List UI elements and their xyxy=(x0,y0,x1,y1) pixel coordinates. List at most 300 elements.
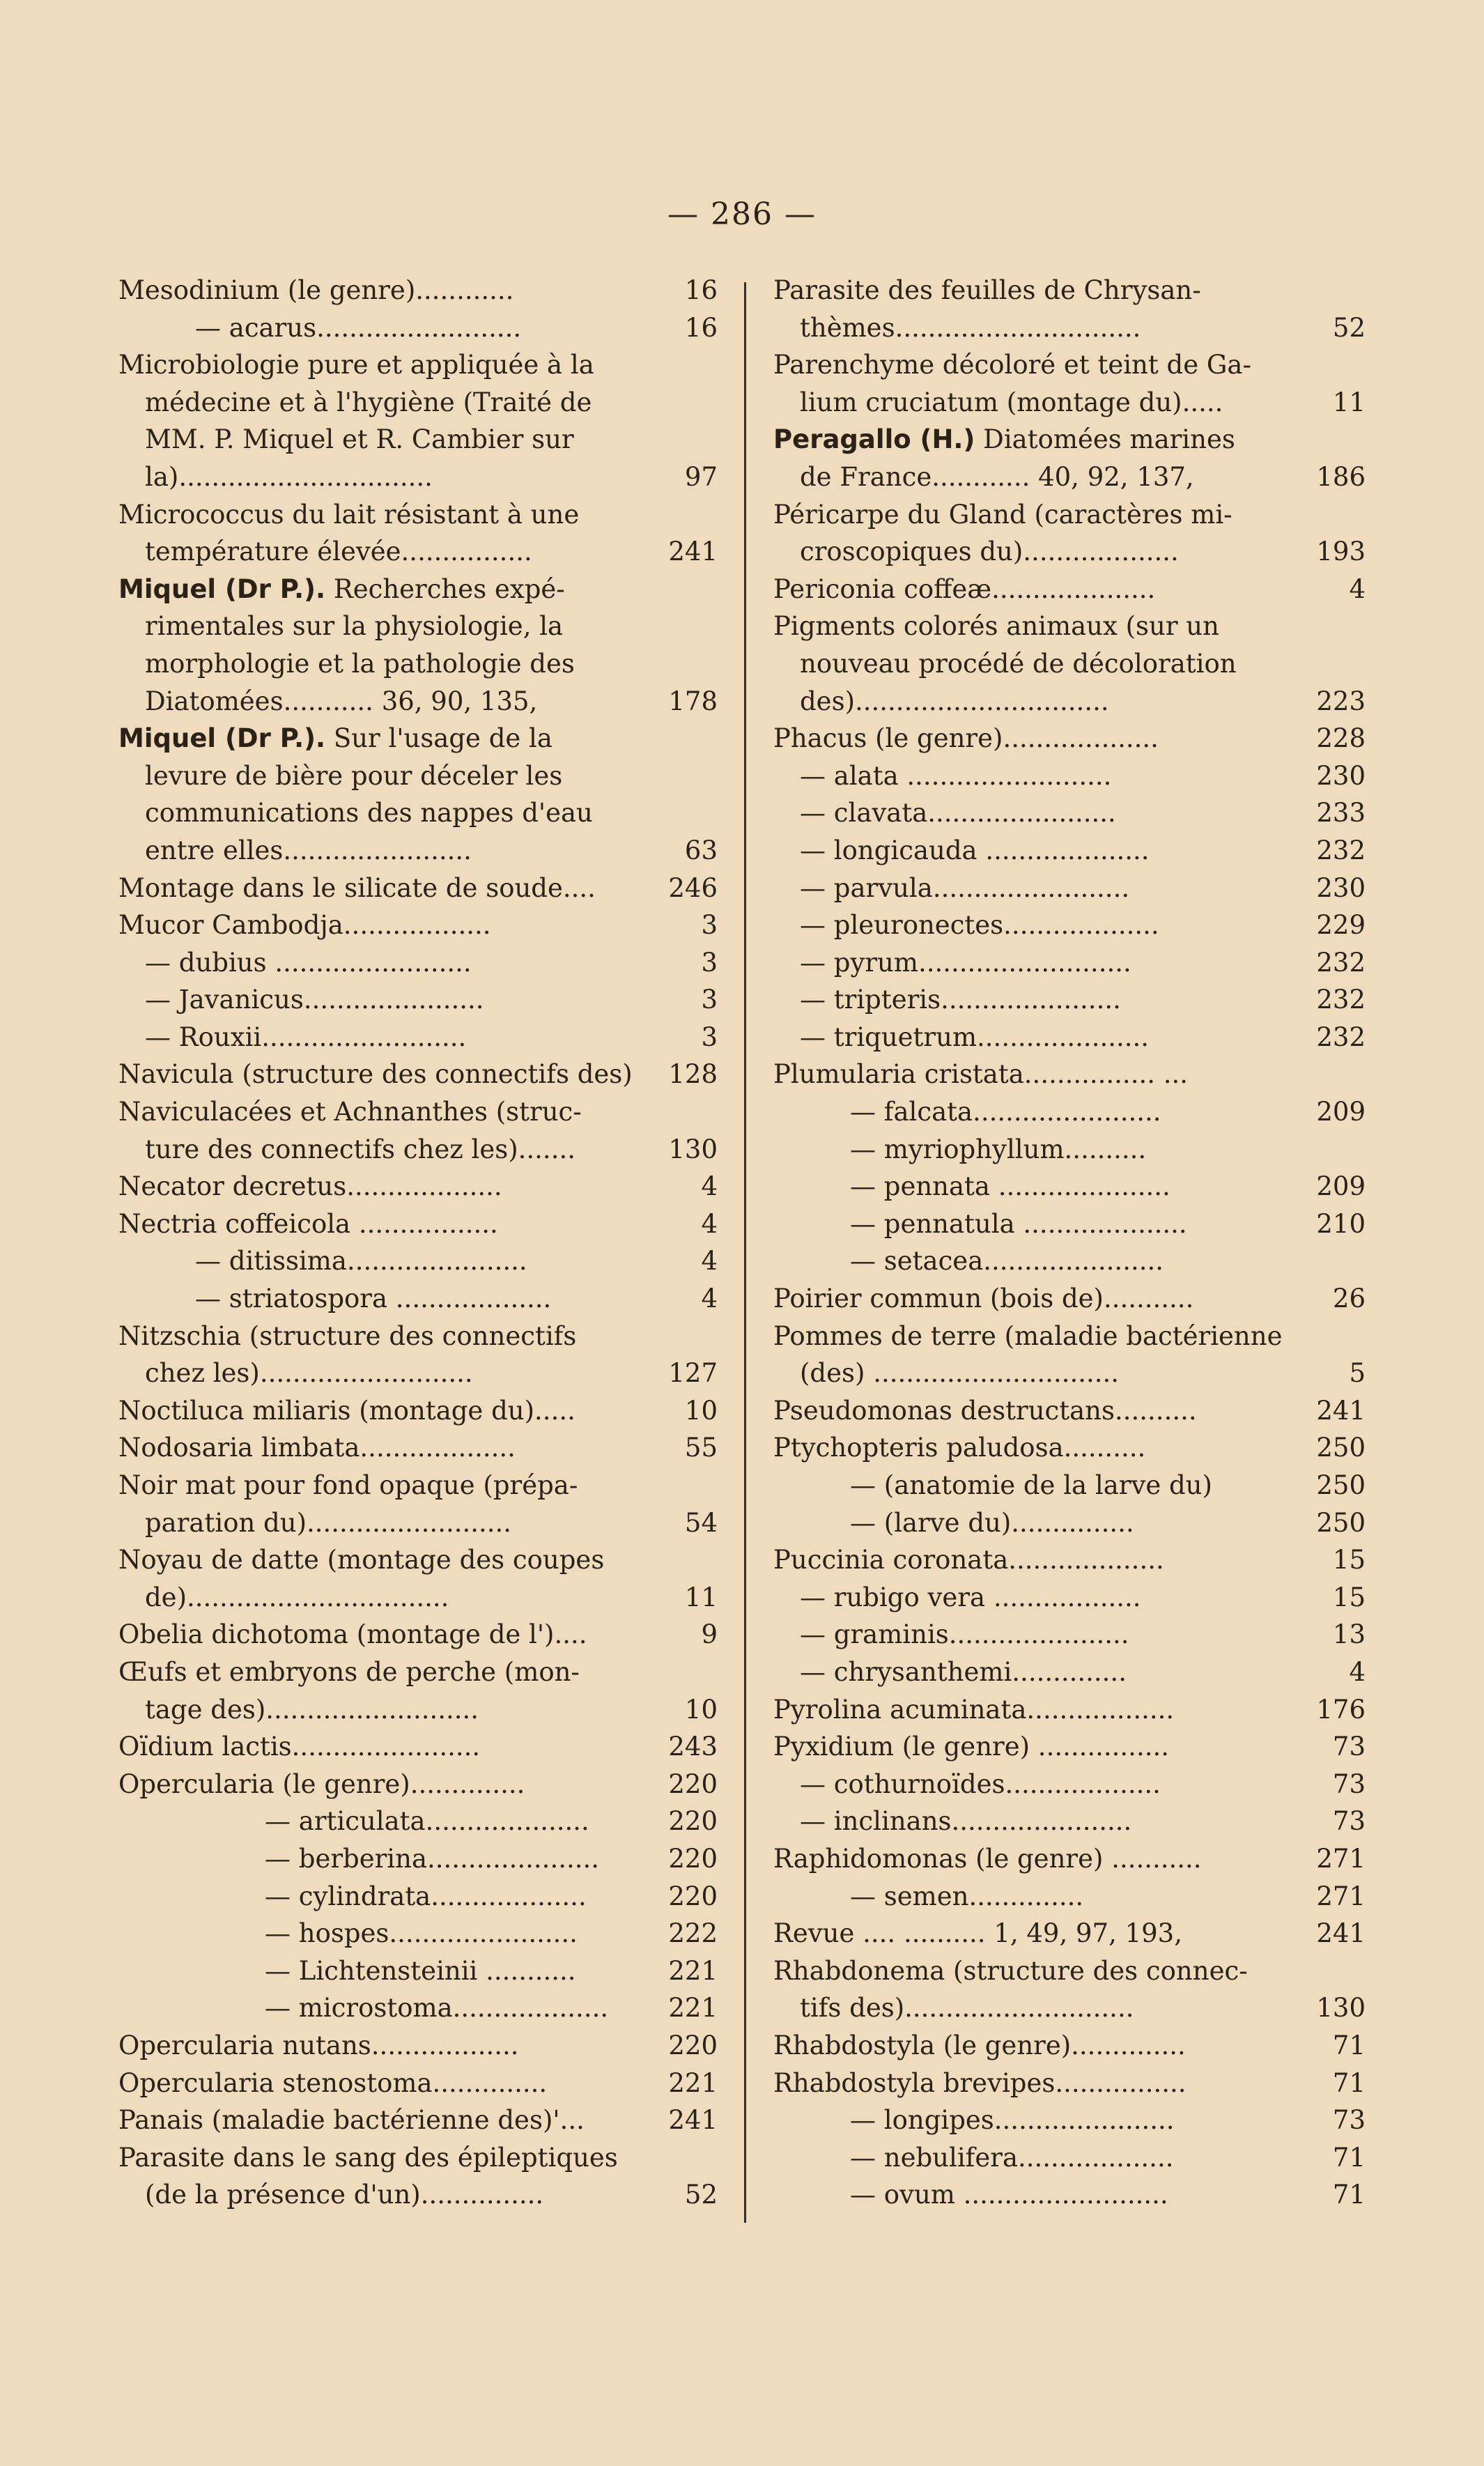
entry-title: Parasite dans le sang des épileptiques xyxy=(118,2142,618,2173)
index-entry-line xyxy=(118,1242,718,1280)
entry-title: — pleuronectes................... xyxy=(800,910,1159,941)
index-entry-line xyxy=(773,1131,1366,1169)
index-entry-line xyxy=(118,2065,718,2102)
page-number: — 286 — xyxy=(667,196,817,232)
index-entry xyxy=(773,1654,1366,1691)
index-entry-line xyxy=(773,1168,1366,1205)
page-reference: 73 xyxy=(1332,1768,1366,1799)
page-reference: 246 xyxy=(668,872,718,903)
index-entry xyxy=(773,1093,1366,1131)
index-entry-text xyxy=(773,421,1235,458)
index-entry-text xyxy=(850,1205,1187,1243)
page-reference: 250 xyxy=(1316,1470,1366,1500)
index-entry xyxy=(773,1242,1366,1280)
entry-title: Parenchyme décoloré et teint de Ga- xyxy=(773,350,1251,380)
index-entry xyxy=(118,1429,718,1467)
index-entry-text xyxy=(145,458,433,496)
page-reference: 209 xyxy=(1316,1097,1366,1127)
index-entry-line xyxy=(773,1691,1366,1729)
index-entry-text xyxy=(773,496,1232,534)
index-entry-line xyxy=(773,2065,1366,2102)
entry-title: Pigments colorés animaux (sur un xyxy=(773,611,1219,642)
entry-title: Micrococcus du lait résistant à une xyxy=(118,499,580,530)
page-reference: 3 xyxy=(701,947,718,978)
entry-title: Noir mat pour fond opaque (prépa- xyxy=(118,1470,578,1500)
entry-title: — microstoma................... xyxy=(265,1993,609,2024)
entry-title: — falcata....................... xyxy=(850,1097,1161,1127)
index-entry-text xyxy=(800,944,1131,982)
index-entry-text xyxy=(850,1467,1212,1504)
page-reference: 16 xyxy=(684,275,718,305)
index-entry-text xyxy=(773,1392,1197,1430)
index-entry-text xyxy=(800,981,1121,1019)
index-entry xyxy=(773,1579,1366,1617)
index-entry-text xyxy=(773,720,1159,757)
page-reference: 73 xyxy=(1332,1732,1366,1762)
index-entry-line xyxy=(773,832,1366,870)
index-entry-line xyxy=(773,1915,1366,1952)
page-reference: 222 xyxy=(668,1918,718,1949)
index-entry-line xyxy=(118,1093,718,1131)
index-entry-text xyxy=(773,571,1155,608)
entry-title: Ptychopteris paludosa.......... xyxy=(773,1433,1146,1463)
index-entry xyxy=(118,571,718,720)
page-reference: 4 xyxy=(701,1171,718,1202)
index-entry-line xyxy=(118,720,718,757)
index-entry xyxy=(773,2065,1366,2102)
entry-title: morphologie et la pathologie des xyxy=(145,648,575,679)
index-entry-text xyxy=(118,907,491,944)
page-reference: 232 xyxy=(1316,1022,1366,1052)
index-entry-text xyxy=(118,2139,618,2177)
entry-title: — Lichtensteinii ........... xyxy=(265,1955,576,1986)
index-entry-line xyxy=(118,608,718,645)
index-entry-text xyxy=(145,1355,473,1392)
entry-title: Revue .... .......... 1, 49, 97, 193, xyxy=(773,1918,1182,1949)
entry-title: — cylindrata................... xyxy=(265,1881,587,1911)
index-entry xyxy=(118,1728,718,1766)
index-entry-line xyxy=(773,1318,1366,1355)
index-entry xyxy=(118,870,718,907)
index-entry-text xyxy=(145,1579,449,1617)
index-entry-line xyxy=(118,1541,718,1579)
entry-title: Plumularia cristata................ ... xyxy=(773,1059,1189,1090)
index-entry xyxy=(118,1878,718,1916)
entry-title: Opercularia (le genre).............. xyxy=(118,1768,525,1799)
page-reference: 16 xyxy=(684,312,718,343)
entry-title: Mucor Cambodja.................. xyxy=(118,910,491,941)
index-entry-line xyxy=(773,1840,1366,1878)
page-reference: 209 xyxy=(1316,1171,1366,1202)
index-entry-line xyxy=(118,683,718,720)
entry-title: température élevée................ xyxy=(145,537,532,567)
entry-title: — Rouxii......................... xyxy=(145,1022,467,1052)
entry-title: — longicauda .................... xyxy=(800,835,1150,865)
page-reference: 9 xyxy=(701,1619,718,1650)
page-reference: 221 xyxy=(668,2067,718,2098)
entry-title: Necator decretus................... xyxy=(118,1171,502,1202)
entry-title: Noyau de datte (montage des coupes xyxy=(118,1545,605,1575)
index-entry-text xyxy=(118,870,596,907)
page-reference: 232 xyxy=(1316,947,1366,978)
page-reference: 232 xyxy=(1316,985,1366,1015)
index-entry xyxy=(773,794,1366,832)
index-entry-line xyxy=(118,571,718,608)
index-entry-line xyxy=(773,1056,1366,1093)
entry-title: Phacus (le genre)................... xyxy=(773,723,1159,754)
index-entry-line xyxy=(118,309,718,347)
index-entry xyxy=(773,1019,1366,1056)
index-entry-text xyxy=(118,1766,525,1803)
index-entry-text xyxy=(145,981,484,1019)
index-entry-line xyxy=(773,757,1366,795)
entry-title: tage des).......................... xyxy=(145,1694,479,1725)
entry-title: — triquetrum..................... xyxy=(800,1022,1150,1052)
page-reference: 63 xyxy=(684,835,718,865)
index-entry xyxy=(118,346,718,495)
index-entry-line xyxy=(118,1915,718,1952)
index-entry-line xyxy=(773,2176,1366,2214)
page-reference: 5 xyxy=(1349,1358,1366,1389)
index-entry-line xyxy=(118,533,718,571)
entry-title: médecine et à l'hygiène (Traité de xyxy=(145,387,592,417)
index-entry xyxy=(118,272,718,309)
index-entry-line xyxy=(118,1318,718,1355)
index-entry xyxy=(118,981,718,1019)
entry-title: ture des connectifs chez les)....... xyxy=(145,1134,575,1164)
page-reference: 128 xyxy=(668,1059,718,1090)
entry-title: lium cruciatum (montage du)..... xyxy=(800,387,1223,417)
index-entry-line xyxy=(773,1728,1366,1766)
entry-title: de France............ 40, 92, 137, xyxy=(800,461,1194,492)
index-column-left xyxy=(118,272,718,2214)
index-entry-line xyxy=(773,683,1366,720)
index-entry-line xyxy=(773,944,1366,982)
index-entry-text xyxy=(145,645,575,683)
entry-title: des)............................... xyxy=(800,686,1109,716)
page-reference: 52 xyxy=(684,2180,718,2210)
page-reference: 243 xyxy=(668,1732,718,1762)
entry-title: — Javanicus...................... xyxy=(145,985,484,1015)
index-entry xyxy=(773,1691,1366,1729)
index-entry-text xyxy=(800,1579,1141,1617)
index-entry-text xyxy=(265,1989,608,2027)
entry-title: Poirier commun (bois de)........... xyxy=(773,1284,1194,1314)
index-entry-line xyxy=(773,272,1366,309)
index-entry-text xyxy=(118,1728,480,1766)
index-entry xyxy=(118,1840,718,1878)
index-entry xyxy=(773,1728,1366,1766)
index-entry xyxy=(118,2027,718,2065)
entry-title: — acarus......................... xyxy=(195,312,522,343)
index-entry-line xyxy=(773,1952,1366,1990)
page-reference: 241 xyxy=(668,2105,718,2136)
index-entry-text xyxy=(118,2102,585,2139)
index-entry-text xyxy=(800,832,1150,870)
index-entry-line xyxy=(118,981,718,1019)
index-entry-line xyxy=(773,458,1366,496)
entry-title: Pommes de terre (maladie bactérienne xyxy=(773,1320,1283,1351)
entry-title: Raphidomonas (le genre) ........... xyxy=(773,1843,1202,1874)
index-entry xyxy=(773,870,1366,907)
index-entry-text xyxy=(118,272,513,309)
index-entry-line xyxy=(118,1579,718,1617)
entry-title: Rhabdostyla brevipes................ xyxy=(773,2067,1187,2098)
index-entry xyxy=(773,832,1366,870)
entry-title: Opercularia nutans.................. xyxy=(118,2030,519,2060)
index-entry xyxy=(773,1616,1366,1654)
page-reference: 13 xyxy=(1332,1619,1366,1650)
index-entry-text xyxy=(145,757,562,795)
index-entry xyxy=(118,1242,718,1280)
index-entry-line xyxy=(773,533,1366,571)
index-entry-text xyxy=(850,2102,1175,2139)
page-reference: 130 xyxy=(668,1134,718,1164)
index-entry-text xyxy=(800,1766,1161,1803)
index-entry-text xyxy=(265,1878,587,1916)
page-reference: 3 xyxy=(701,985,718,1015)
index-entry xyxy=(118,1989,718,2027)
index-entry-line xyxy=(118,1878,718,1916)
index-entry-line xyxy=(773,1429,1366,1467)
index-entry-text xyxy=(118,571,565,608)
index-entry-line xyxy=(773,1616,1366,1654)
index-entry-text xyxy=(800,907,1159,944)
page-reference: 250 xyxy=(1316,1433,1366,1463)
page-reference: 221 xyxy=(668,1993,718,2024)
index-entry-text xyxy=(800,870,1129,907)
index-entry xyxy=(773,1840,1366,1878)
entry-title: — dubius ........................ xyxy=(145,947,472,978)
index-entry-line xyxy=(773,981,1366,1019)
entry-title: Pyrolina acuminata.................. xyxy=(773,1694,1175,1725)
page-reference: 241 xyxy=(1316,1395,1366,1426)
entry-title: Periconia coffeæ.................... xyxy=(773,573,1156,604)
entry-title: — rubigo vera .................. xyxy=(800,1582,1141,1612)
index-entry-text xyxy=(800,1803,1131,1840)
page-reference: 10 xyxy=(684,1395,718,1426)
index-entry-text xyxy=(195,309,521,347)
index-entry xyxy=(773,1131,1366,1169)
index-entry-line xyxy=(118,2102,718,2139)
index-entry xyxy=(118,1952,718,1990)
index-entry-text xyxy=(773,1318,1282,1355)
index-entry xyxy=(118,1280,718,1318)
index-entry-line xyxy=(773,309,1366,347)
entry-title: — graminis...................... xyxy=(800,1619,1129,1650)
page-reference: 233 xyxy=(1316,798,1366,829)
index-entry-text xyxy=(145,944,472,982)
index-entry xyxy=(773,2102,1366,2139)
index-entry-text xyxy=(773,272,1201,309)
entry-title: — articulata.................... xyxy=(265,1806,589,1837)
index-entry xyxy=(118,1616,718,1654)
entry-title: — cothurnoïdes................... xyxy=(800,1768,1161,1799)
index-entry-text xyxy=(145,683,537,720)
index-entry-line xyxy=(118,832,718,870)
index-entry xyxy=(773,1318,1366,1392)
index-entry-text xyxy=(145,832,472,870)
index-entry-text xyxy=(800,309,1141,347)
page-reference: 250 xyxy=(1316,1507,1366,1538)
index-entry-text xyxy=(145,1504,511,1542)
index-entry-text xyxy=(145,1131,575,1169)
page-reference: 4 xyxy=(1349,1656,1366,1687)
page-reference: 210 xyxy=(1316,1208,1366,1239)
index-entry-text xyxy=(773,346,1251,384)
entry-title: Oïdium lactis....................... xyxy=(118,1732,481,1762)
page-reference: 97 xyxy=(684,461,718,492)
page-reference: 10 xyxy=(684,1694,718,1725)
index-entry-line xyxy=(118,1766,718,1803)
page-reference: 241 xyxy=(668,537,718,567)
page-reference: 220 xyxy=(668,1768,718,1799)
index-entry xyxy=(773,757,1366,795)
page-reference: 4 xyxy=(701,1208,718,1239)
index-entry-line xyxy=(773,1242,1366,1280)
index-entry-line xyxy=(118,1429,718,1467)
index-entry-line xyxy=(118,384,718,422)
index-entry xyxy=(773,1392,1366,1430)
index-entry-line xyxy=(118,272,718,309)
index-entry xyxy=(773,1803,1366,1840)
index-entry xyxy=(118,2102,718,2139)
page-reference: 230 xyxy=(1316,872,1366,903)
entry-title: Pyxidium (le genre) ................ xyxy=(773,1732,1169,1762)
entry-title: Nitzschia (structure des connectifs xyxy=(118,1320,577,1351)
page-reference: 220 xyxy=(668,1843,718,1874)
index-entry xyxy=(118,1915,718,1952)
index-entry-line xyxy=(118,645,718,683)
entry-title: — pennatula .................... xyxy=(850,1208,1187,1239)
entry-title: — berberina..................... xyxy=(265,1843,600,1874)
entry-title: communications des nappes d'eau xyxy=(145,798,593,829)
index-entry-line xyxy=(118,1840,718,1878)
index-entry xyxy=(773,1429,1366,1467)
index-entry-text xyxy=(118,2027,519,2065)
index-entry xyxy=(118,1803,718,1840)
index-entry-text xyxy=(118,1429,516,1467)
index-entry-line xyxy=(118,944,718,982)
index-entry-text xyxy=(850,1168,1170,1205)
entry-title: — nebulifera................... xyxy=(850,2142,1174,2173)
index-entry xyxy=(118,1467,718,1541)
entry-title: Rhabdostyla (le genre).............. xyxy=(773,2030,1186,2060)
index-entry xyxy=(773,1056,1366,1093)
entry-title: — chrysanthemi.............. xyxy=(800,1656,1127,1687)
index-entry-text xyxy=(850,1131,1146,1169)
index-entry xyxy=(118,1019,718,1056)
index-entry xyxy=(773,346,1366,421)
entry-title: — striatospora ................... xyxy=(195,1284,552,1314)
index-entry-text xyxy=(800,1355,1119,1392)
entry-title: Péricarpe du Gland (caractères mi- xyxy=(773,499,1232,530)
page-reference: 73 xyxy=(1332,2105,1366,2136)
index-entry-line xyxy=(773,794,1366,832)
entry-title: (de la présence d'un)............... xyxy=(145,2180,544,2210)
index-entry xyxy=(773,1205,1366,1243)
index-entry-text xyxy=(118,1541,604,1579)
index-entry xyxy=(118,1205,718,1243)
index-entry-text xyxy=(773,1541,1164,1579)
index-entry-text xyxy=(145,1019,466,1056)
index-entry-text xyxy=(850,1242,1164,1280)
entry-title: Panais (maladie bactérienne des)'... xyxy=(118,2105,585,2136)
entry-title: croscopiques du)................... xyxy=(800,537,1179,567)
entry-title: chez les).......................... xyxy=(145,1358,473,1389)
index-entry xyxy=(118,907,718,944)
entry-title: Microbiologie pure et appliquée à la xyxy=(118,350,594,380)
entry-title: Recherches expé- xyxy=(325,573,565,604)
index-entry-line xyxy=(118,1654,718,1691)
index-entry-line xyxy=(118,1056,718,1093)
index-entry xyxy=(773,1280,1366,1318)
page-reference: 71 xyxy=(1332,2142,1366,2173)
index-entry xyxy=(118,1056,718,1093)
entry-title: Mesodinium (le genre)............ xyxy=(118,275,514,305)
index-entry xyxy=(773,496,1366,571)
index-entry-text xyxy=(800,384,1223,422)
index-entry-text xyxy=(800,757,1111,795)
index-entry-text xyxy=(850,1093,1161,1131)
entry-title: — myriophyllum.......... xyxy=(850,1134,1147,1164)
index-entry-line xyxy=(773,1579,1366,1617)
page-reference: 71 xyxy=(1332,2030,1366,2060)
entry-title: entre elles....................... xyxy=(145,835,472,865)
entry-title: la)............................... xyxy=(145,461,433,492)
page-reference: 127 xyxy=(668,1358,718,1389)
index-entry-line xyxy=(773,870,1366,907)
index-entry-line xyxy=(773,1766,1366,1803)
index-entry-line xyxy=(118,1952,718,1990)
index-entry-text xyxy=(773,1056,1188,1093)
entry-title: Nectria coffeicola ................. xyxy=(118,1208,498,1239)
entry-title: — hospes....................... xyxy=(265,1918,578,1949)
index-entry-text xyxy=(145,608,563,645)
index-entry-line xyxy=(773,1467,1366,1504)
page-reference: 15 xyxy=(1332,1545,1366,1575)
index-entry-line xyxy=(773,1392,1366,1430)
index-entry-line xyxy=(773,421,1366,458)
column-divider xyxy=(744,282,746,2223)
index-entry-line xyxy=(118,907,718,944)
entry-title: — pyrum.......................... xyxy=(800,947,1131,978)
index-entry xyxy=(118,309,718,347)
page-reference: 176 xyxy=(1316,1694,1366,1725)
author-name: Miquel (Dr P.). xyxy=(118,723,326,754)
index-entry-line xyxy=(118,1205,718,1243)
entry-title: Naviculacées et Achnanthes (struc- xyxy=(118,1097,582,1127)
index-entry-line xyxy=(118,346,718,384)
index-entry-line xyxy=(773,571,1366,608)
index-entry xyxy=(118,496,718,571)
index-entry-text xyxy=(773,2027,1186,2065)
index-entry-line xyxy=(118,1168,718,1205)
entry-title: Pseudomonas destructans.......... xyxy=(773,1395,1197,1426)
index-entry-line xyxy=(773,346,1366,384)
index-entry-line xyxy=(773,1355,1366,1392)
page-reference: 178 xyxy=(668,686,718,716)
index-entry-text xyxy=(800,1616,1129,1654)
page-reference: 223 xyxy=(1316,686,1366,716)
entry-title: rimentales sur la physiologie, la xyxy=(145,611,564,642)
index-entry-line xyxy=(773,645,1366,683)
page-reference: 271 xyxy=(1316,1843,1366,1874)
entry-title: nouveau procédé de décoloration xyxy=(800,648,1237,679)
page-reference: 11 xyxy=(684,1582,718,1612)
entry-title: Œufs et embryons de perche (mon- xyxy=(118,1656,580,1687)
entry-title: — longipes...................... xyxy=(850,2105,1175,2136)
